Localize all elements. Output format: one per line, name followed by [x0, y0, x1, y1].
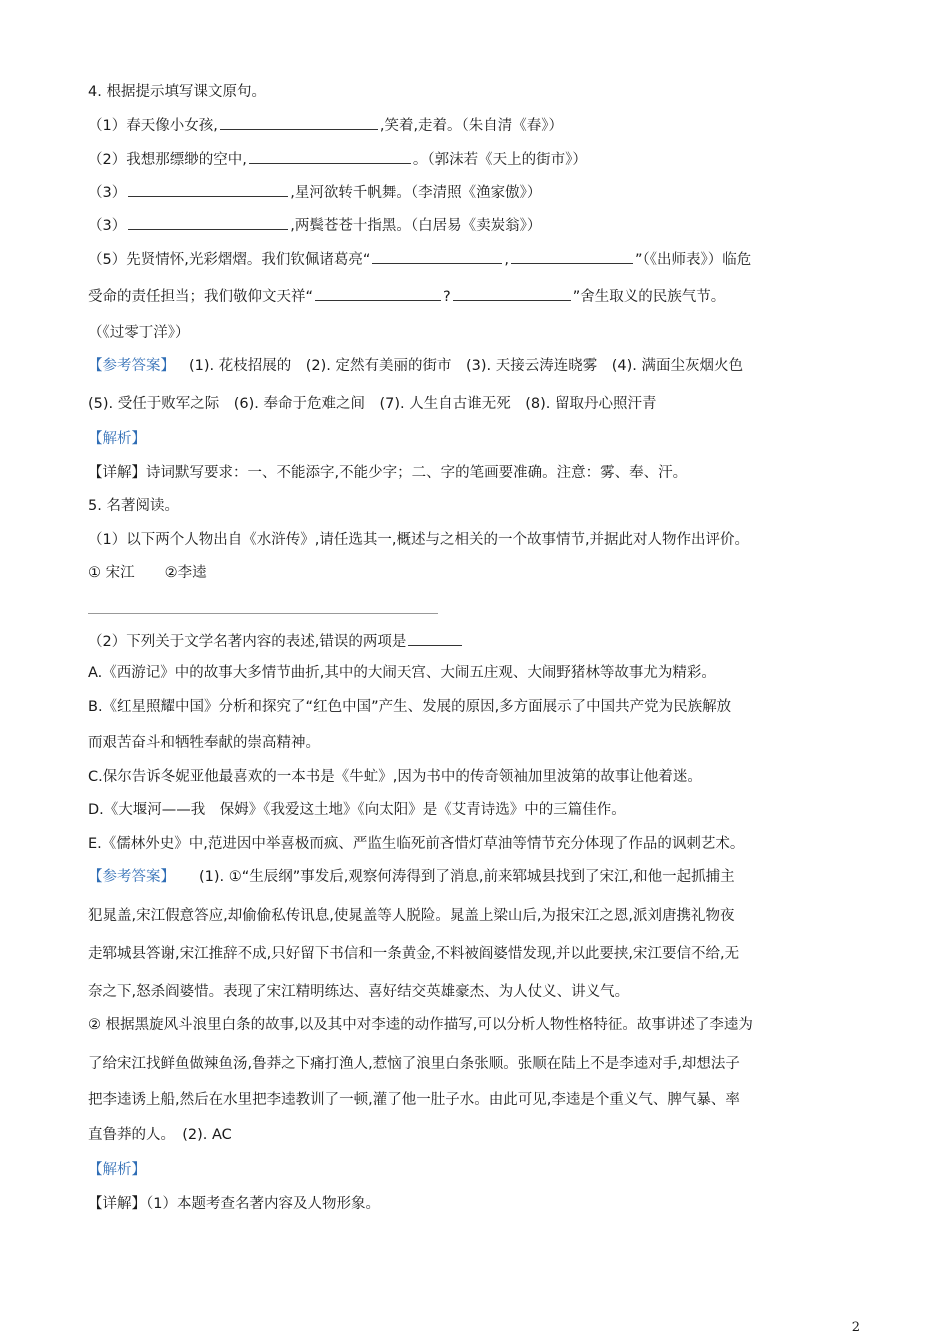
fill-blank-4: [128, 215, 288, 230]
answer-tag: 【参考答案】: [88, 869, 175, 885]
fill-blank-choice: [408, 631, 462, 646]
page-number: 2: [851, 1320, 860, 1335]
q5-analysis-tag: 【解析】: [88, 1162, 146, 1178]
q5-answer-line3: 走郓城县答谢,宋江推辞不成,只好留下书信和一条黄金,不料被阎婆惜发现,并以此要挟,宋江要信不给,无: [88, 946, 740, 962]
q5-answer-line4: 奈之下,怒杀阎婆惜。表现了宋江精明练达、喜好结交英雄豪杰、为人仗义、讲义气。: [88, 984, 630, 1000]
q4-line4: （3） ,两鬓苍苍十指黑。（白居易《卖炭翁》）: [88, 215, 541, 236]
q4-line5: （5）先贤情怀,光彩熠熠。我们钦佩诸葛亮“ , ”（《出师表》）临危: [88, 249, 751, 270]
fill-blank-6: [511, 249, 633, 264]
fill-blank-5: [372, 249, 502, 264]
fill-blank-8: [453, 286, 571, 301]
q4-title: 4. 根据提示填写课文原句。: [88, 84, 266, 100]
q5-option-e: E.《儒林外史》中,范进因中举喜极而疯、严监生临死前吝惜灯草油等情节充分体现了作品的讽刺艺术。: [88, 836, 745, 852]
q4-line3: （3） ,星河欲转千帆舞。（李清照《渔家傲》）: [88, 182, 541, 203]
q4-source: （《过零丁洋》）: [88, 325, 190, 341]
fill-blank-1: [220, 115, 378, 130]
q5-option-c: C.保尔告诉冬妮亚他最喜欢的一本书是《牛虻》,因为书中的传奇领袖加里波第的故事让他着迷。: [88, 769, 702, 785]
q4-detail: 【详解】诗词默写要求：一、不能添字,不能少字；二、字的笔画要准确。注意：雾、奉、汗。: [88, 465, 688, 481]
q4-answer-line1: 【参考答案】 (1). 花枝招展的 (2). 定然有美丽的街市 (3). 天接云涛连晓雾 (4). 满面尘灰烟火色: [88, 358, 744, 374]
q4-line6: 受命的责任担当；我们敬仰文天祥“ ? ”舍生取义的民族气节。: [88, 286, 725, 307]
q4-analysis-tag: 【解析】: [88, 431, 146, 447]
q4-line2: （2）我想那缥缈的空中, 。（郭沫若《天上的街市》）: [88, 149, 587, 170]
q5-answer-line5: ② 根据黑旋风斗浪里白条的故事,以及其中对李逵的动作描写,可以分析人物性格特征。故事讲述了李逵为: [88, 1017, 753, 1033]
fill-blank-2: [249, 149, 411, 164]
q5-answer-line8: 直鲁莽的人。 (2). AC: [88, 1127, 232, 1143]
q5-answer-line6: 了给宋江找鲜鱼做辣鱼汤,鲁莽之下痛打渔人,惹恼了浪里白条张顺。张顺在陆上不是李逵对手,却想法子: [88, 1056, 740, 1072]
q5-answer-line1: 【参考答案】 (1). ①“生辰纲”事发后,观察何涛得到了消息,前来郓城县找到了宋江,和他一起抓捕主: [88, 869, 735, 885]
q5-option-a: A.《西游记》中的故事大多情节曲折,其中的大闹天宫、大闹五庄观、大闹野猪林等故事尤为精彩。: [88, 665, 716, 681]
q5-part1: （1）以下两个人物出自《水浒传》,请任选其一,概述与之相关的一个故事情节,并据此对人物作出评价。: [88, 532, 750, 548]
q5-title: 5. 名著阅读。: [88, 498, 179, 514]
q5-options: ① 宋江 ②李逵: [88, 565, 207, 581]
answer-line: [88, 613, 438, 614]
q5-option-b2: 而艰苦奋斗和牺牲奉献的崇高精神。: [88, 735, 320, 751]
q4-line1: （1）春天像小女孩, ,笑着,走着。（朱自清《春》）: [88, 115, 563, 136]
q5-option-d: D.《大堰河——我 保姆》《我爱这土地》《向太阳》是《艾青诗选》中的三篇佳作。: [88, 802, 626, 818]
answer-tag: 【参考答案】: [88, 358, 175, 374]
fill-blank-7: [315, 286, 441, 301]
q5-part2: （2）下列关于文学名著内容的表述,错误的两项是: [88, 631, 464, 652]
q5-answer-line2: 犯晁盖,宋江假意答应,却偷偷私传讯息,使晁盖等人脱险。晁盖上梁山后,为报宋江之恩,派刘唐携礼物夜: [88, 908, 735, 924]
q5-answer-line7: 把李逵诱上船,然后在水里把李逵教训了一顿,灌了他一肚子水。由此可见,李逵是个重义气、脾气暴、率: [88, 1092, 740, 1108]
q5-option-b1: B.《红星照耀中国》分析和探究了“红色中国”产生、发展的原因,多方面展示了中国共产党为民族解放: [88, 699, 732, 715]
q4-answer-line2: (5). 受任于败军之际 (6). 奉命于危难之间 (7). 人生自古谁无死 (8). 留取丹心照汗青: [88, 396, 657, 412]
fill-blank-3: [128, 182, 288, 197]
q5-detail: 【详解】（1）本题考查名著内容及人物形象。: [88, 1196, 380, 1212]
